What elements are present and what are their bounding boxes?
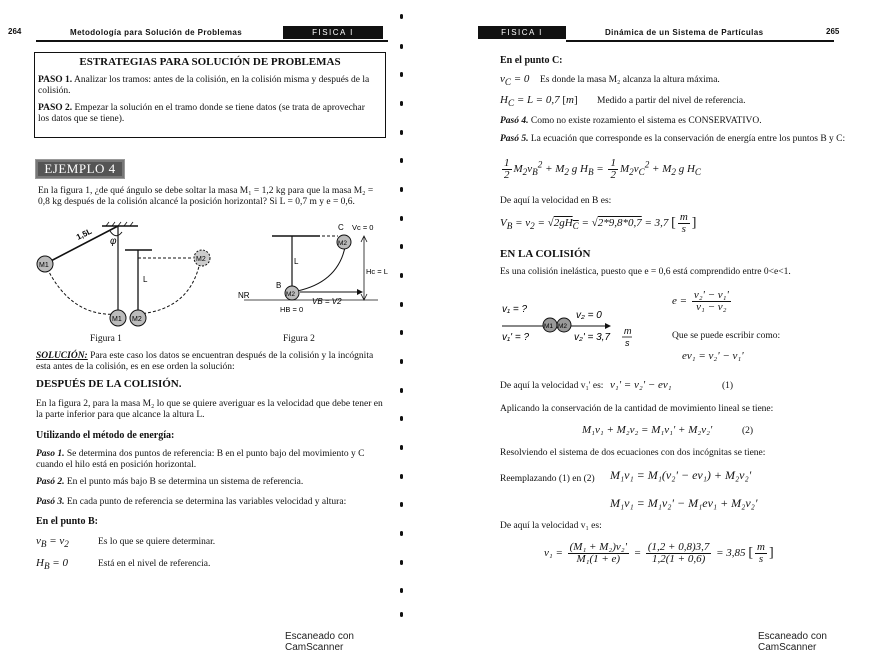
step-1-label: Paso 1. [36, 449, 65, 459]
step-5-text: La ecuación que corresponde es la conservación de energía entre los puntos B y C: [530, 134, 846, 144]
figure-2 [232, 218, 392, 330]
diagram-v2: v₂ = 0 [576, 310, 602, 321]
paso1-text: Analizar los tramos: antes de la colisión, en la colisión misma y después de la colisión. [38, 75, 370, 96]
final-num-2: (1,2 + 0,8)3,7 [647, 541, 710, 553]
que-text: Que se puede escribir como: [672, 331, 781, 341]
header-title: Metodología para Solución de Problemas [70, 28, 243, 37]
step-2-text: En el punto más bajo B se determina un sistema de referencia. [66, 477, 304, 487]
step-5 [500, 134, 860, 145]
final-den-2: 1,2(1 + 0,6) [652, 553, 706, 565]
figure-2-caption: Figura 2 [283, 334, 315, 344]
step-4-text: Como no existe rozamiento el sistema es CONSERVATIVO. [530, 116, 762, 126]
fig2-label-hb: HB = 0 [280, 305, 304, 314]
momentum-intro: Aplicando la conservación de la cantidad de movimiento lineal se tiene: [500, 404, 774, 414]
footer-scanner: Escaneado con CamScanner [758, 631, 827, 653]
paso1-label: PASO 1. [38, 75, 73, 85]
problem-statement: En la figura 1, ¿de qué ángulo se debe soltar la masa M₁ = 1,2 kg para que la masa M₂ = 0,8 kg después de la colisión alcancé la posición horizontal? Si L = 0,7 m y e = 0,6. [38, 186, 374, 207]
eq1-tag: (1) [722, 381, 734, 391]
figure-1-caption: Figura 1 [90, 334, 122, 344]
fig2-label-nr: NR [238, 291, 250, 300]
header-rule [566, 40, 834, 42]
step-5-label: Pasó 5. [500, 134, 529, 144]
final-lhs: v₁ = [544, 547, 563, 560]
fig2-label-l: L [294, 257, 299, 266]
diagram-unit-m: m [624, 326, 632, 336]
final-equation: v₁ = $\frac{\text{(M₁ + M₂)v₂'}}{\text{M₁(1 + e)}}$ = $\frac{(1,2 + 0,8)3,7}{1,2(1 + 0,6)}$ = 3,85 [ $\frac{m}{s}$ ] [544, 541, 774, 565]
hc-equation: $H_C = L = 0,7$ [m] [500, 94, 578, 109]
final-num-1: (M₁ + M₂)v₂' [569, 541, 627, 553]
header-title: Dinámica de un Sistema de Partículas [605, 28, 764, 37]
final-result: = 3,85 [716, 547, 746, 560]
collision-diagram [498, 296, 648, 358]
step-3-text: En cada punto de referencia se determina las variables velocidad y altura: [66, 497, 347, 507]
step-3 [36, 497, 388, 508]
e-denominator: v₁ − v₂ [696, 301, 727, 313]
fig2-label-vc: Vc = 0 [352, 223, 374, 232]
fig2-ball-m2-bottom: M2 [286, 291, 296, 298]
fig2-label-b: B [276, 281, 282, 290]
fig2-ball-m2-top: M2 [338, 240, 348, 247]
after-collision-text: En la figura 2, para la masa M₂ lo que se quiere averiguar es la velocidad que debe tener en la parte inferior para que alcance la altura L. [36, 399, 383, 420]
page-number: 264 [8, 27, 22, 36]
paso2-text: Empezar la solución en el tramo donde se tiene datos (se trata de aprovechar los datos que se tiene). [38, 103, 365, 124]
step-4-label: Pasó 4. [500, 116, 529, 126]
point-c-heading: En el punto C: [500, 55, 563, 66]
hb-equation: $H_B = 0$ [36, 557, 68, 572]
solution-label: SOLUCIÓN: [36, 351, 88, 361]
solution-text: Para este caso los datos se encuentran después de la colisión y la incógnita esta antes de la colisión, es en ese orden la solución: [36, 351, 374, 372]
vb-equation: $v_B = v_2$ [36, 535, 69, 550]
fig1-ball-m1-bottom: M1 [112, 316, 122, 323]
header-tag: FISICA I [283, 26, 383, 39]
fig2-label-c: C [338, 223, 344, 232]
fig1-ball-m1: M1 [39, 262, 49, 269]
step-3-label: Pasó 3. [36, 497, 65, 507]
point-b-heading: En el punto B: [36, 516, 98, 527]
fig2-label-vb: VB = V2 [312, 297, 342, 306]
v1p-equation: v₁' = v₂' − ev₁ [610, 379, 672, 391]
solution-paragraph [36, 351, 388, 373]
diagram-ball-m2: M2 [558, 323, 568, 330]
right-page [470, 0, 888, 653]
e-lhs: e = [672, 295, 688, 308]
figure-1 [30, 218, 230, 330]
v1p-intro: De aquí la velocidad v₁' es: [500, 381, 604, 391]
fig1-ball-m2: M2 [196, 256, 206, 263]
diagram-v1: v₁ = ? [502, 304, 528, 315]
v1-intro: De aquí la velocidad v₁ es: [500, 521, 602, 531]
heading-in-collision: EN LA COLISIÓN [500, 248, 591, 260]
fig1-ball-m2-bottom: M2 [132, 316, 142, 323]
header-rule [36, 40, 388, 42]
footer-scanner: Escaneado con CamScanner [285, 631, 354, 653]
replace-equation-2: M₁v₁ = M₁v₂' − M₁ev₁ + M₂v₂' [610, 496, 758, 510]
ev-equation: ev₁ = v₂' − v₁' [682, 350, 744, 362]
replace-equation-1: M₁v₁ = M₁(v₂' − ev₁) + M₂v₂' [610, 468, 752, 482]
fig1-label-15l: 1,5L [74, 226, 94, 242]
diagram-v1-prime: v₁' = ? [502, 332, 530, 343]
vb-description: Es lo que se quiere determinar. [98, 537, 216, 547]
vc-equation: $v_C = 0$ [500, 73, 530, 88]
header-tag: FISICA I [478, 26, 566, 39]
hc-description: Medido a partir del nivel de referencia. [597, 96, 746, 106]
heading-after-collision: DESPUÉS DE LA COLISIÓN. [36, 378, 182, 390]
momentum-equation: M₁v₁ + M₂v₂ = M₁v₁' + M₂v₂' [582, 424, 713, 436]
e-numerator: v₂' − v₁' [693, 289, 729, 301]
step-2-label: Pasó 2. [36, 477, 65, 487]
collision-text: Es una colisión inelástica, puesto que e = 0,6 está comprendido entre 0<e<1. [500, 267, 791, 277]
step-2 [36, 477, 388, 488]
vc-description: Es donde la masa M₂ alcanza la altura máxima. [540, 75, 720, 85]
paso2 [38, 103, 376, 125]
fig2-label-hc: Hc = L [366, 267, 388, 276]
diagram-unit-s: s [625, 338, 630, 348]
strategies-title: ESTRATEGIAS PARA SOLUCIÓN DE PROBLEMAS [79, 56, 341, 68]
example-badge: EJEMPLO 4 [35, 159, 125, 179]
page-number: 265 [826, 27, 840, 36]
energy-conservation-equation: $\frac{1}{2}$ $M_2v_B^2 + M_2$ g $H_B$ = $\frac{1}{2}$ $M_2v_C^2 + M_2$ g $H_C$ [504, 157, 702, 181]
vb-result-equation: $V_B = v_2 = √2gH_C = √2*9,8*0,7 = 3,7$ [ $\frac{m}{s}$ ] [500, 211, 697, 235]
paso1 [38, 75, 376, 97]
velocity-b-intro: De aquí la velocidad en B es: [500, 196, 612, 206]
diagram-v2-prime: v₂' = 3,7 [574, 332, 611, 343]
paso2-label: PASO 2. [38, 103, 73, 113]
replace-text: Reemplazando (1) en (2) [500, 474, 595, 484]
restitution-equation [672, 290, 733, 313]
step-1-text: Se determina dos puntos de referencia: B en el punto bajo del movimiento y C cuando el hilo está en posición horizontal. [36, 449, 365, 470]
fig1-label-phi: φ [110, 236, 117, 247]
step-1 [36, 449, 388, 471]
hb-description: Está en el nivel de referencia. [98, 559, 211, 569]
step-4 [500, 116, 860, 127]
diagram-ball-m1: M1 [544, 323, 554, 330]
solving-text: Resolviendo el sistema de dos ecuaciones con dos incógnitas se tiene: [500, 448, 766, 458]
final-den-1: M₁(1 + e) [576, 553, 621, 565]
eq2-tag: (2) [742, 426, 754, 436]
fig1-label-l: L [143, 275, 148, 284]
heading-energy-method: Utilizando el método de energía: [36, 430, 175, 441]
binding-gutter [398, 0, 406, 645]
left-page [0, 0, 408, 653]
